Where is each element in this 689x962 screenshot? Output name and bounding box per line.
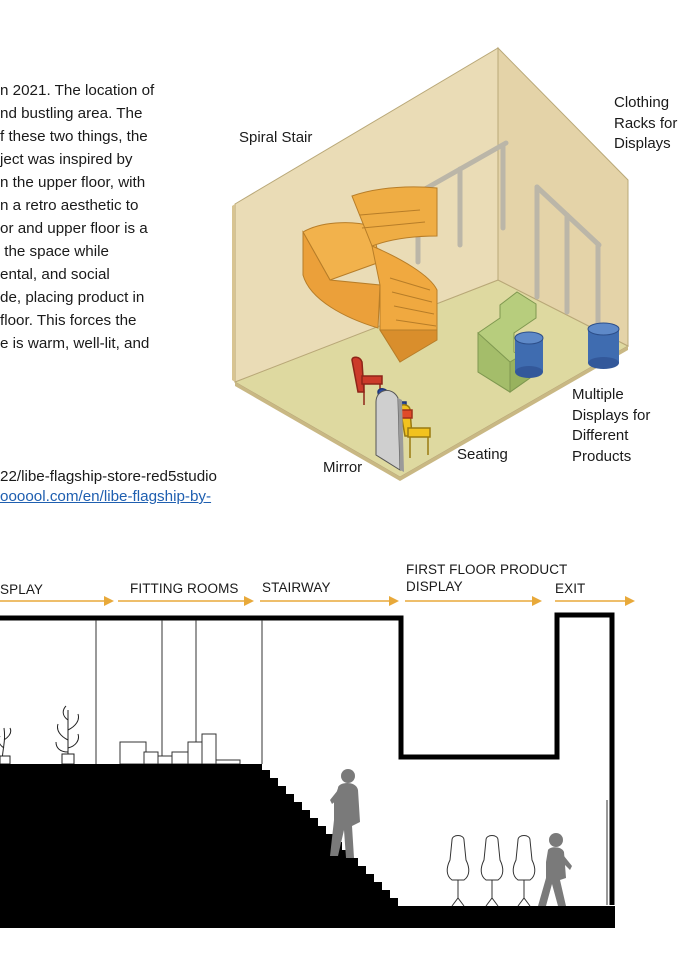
paragraph-line: nd bustling area. The bbox=[0, 105, 143, 122]
paragraph-line: n a retro aesthetic to bbox=[0, 197, 139, 214]
paragraph-line: de, placing product in bbox=[0, 289, 145, 306]
plant-2 bbox=[56, 706, 79, 764]
label-line: Products bbox=[572, 447, 632, 465]
paragraph-line: or and upper floor is a bbox=[0, 220, 148, 237]
label-line: Different bbox=[572, 427, 629, 444]
label-first-floor-display bbox=[406, 561, 567, 595]
paragraph-line: ental, and social bbox=[0, 266, 110, 283]
paragraph-line: floor. This forces the bbox=[0, 312, 137, 329]
label-line: FIRST FLOOR PRODUCT bbox=[406, 562, 568, 577]
label-mirror: Mirror bbox=[323, 459, 363, 476]
paragraph-line: n 2021. The location of bbox=[0, 82, 155, 99]
label-line: Clothing bbox=[614, 94, 670, 111]
label-line: Racks for bbox=[614, 114, 678, 132]
label-spiral-stair: Spiral Stair bbox=[239, 129, 313, 146]
label-seating: Seating bbox=[457, 446, 508, 463]
source-citation bbox=[0, 467, 217, 507]
label-multiple-displays bbox=[572, 385, 650, 467]
mannequins bbox=[447, 836, 535, 907]
body-paragraph bbox=[0, 79, 240, 355]
section-drawing bbox=[0, 596, 635, 928]
source-link[interactable]: oooool.com/en/libe-flagship-by- bbox=[0, 488, 212, 505]
label-display: SPLAY bbox=[0, 582, 44, 597]
blue-drum-2 bbox=[588, 323, 619, 369]
paragraph-line: f these two things, the bbox=[0, 128, 148, 145]
label-exit: EXIT bbox=[555, 581, 586, 596]
paragraph-line: n the upper floor, with bbox=[0, 174, 146, 191]
label-line: Displays bbox=[614, 135, 671, 152]
source-line: 22/libe-flagship-store-red5studio bbox=[0, 468, 217, 485]
blue-drum-1 bbox=[515, 332, 543, 378]
label-fitting-rooms: FITTING ROOMS bbox=[130, 581, 239, 596]
plant-1 bbox=[0, 728, 11, 764]
person-on-stairs bbox=[330, 769, 360, 858]
label-line: DISPLAY bbox=[406, 579, 463, 594]
paragraph-line: the space while bbox=[0, 243, 109, 260]
label-line: Multiple bbox=[572, 386, 624, 403]
isometric-room bbox=[232, 48, 628, 481]
walking-person bbox=[538, 833, 572, 906]
label-clothing-racks bbox=[614, 93, 677, 155]
paragraph-line: ject was inspired by bbox=[0, 151, 133, 168]
paragraph-line: e is warm, well-lit, and bbox=[0, 335, 150, 352]
fitting-room-boxes bbox=[120, 734, 240, 764]
label-stairway: STAIRWAY bbox=[262, 580, 331, 595]
section-arrows bbox=[0, 596, 635, 606]
label-line: Displays for bbox=[572, 406, 651, 424]
